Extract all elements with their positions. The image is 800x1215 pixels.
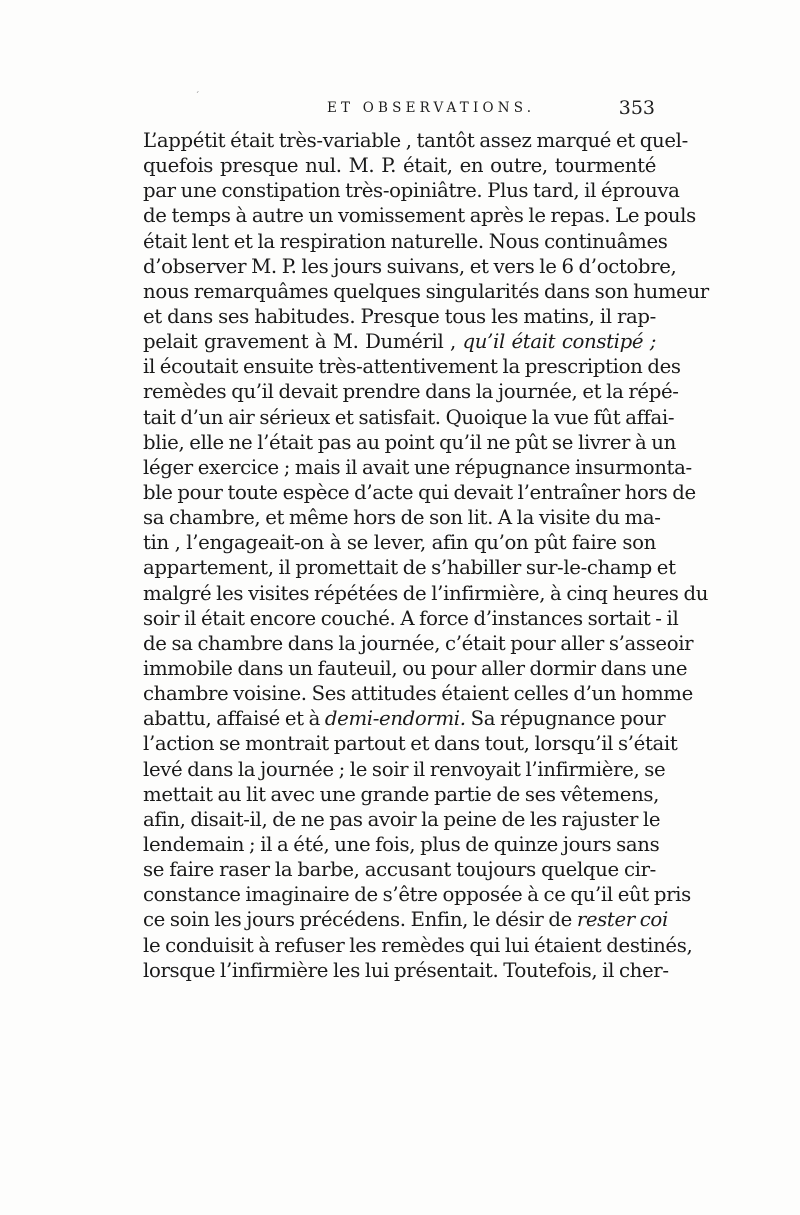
text-line	[143, 455, 692, 480]
text-segment: levé dans la journée ; le soir il renvoyait l’infirmière, se	[143, 757, 666, 781]
text-line	[143, 555, 676, 580]
text-segment: le conduisit à refuser les remèdes qui lui étaient destinés,	[143, 933, 693, 957]
text-line	[143, 128, 688, 153]
text-line	[143, 203, 696, 228]
text-line	[143, 882, 691, 907]
text-line	[143, 178, 680, 203]
text-line	[143, 958, 669, 983]
text-line	[143, 530, 656, 555]
text-segment: chambre voisine. Ses attitudes étaient celles d’un homme	[143, 682, 693, 706]
text-segment: sa chambre, et même hors de son lit. A la visite du ma-	[143, 506, 661, 530]
text-line	[143, 706, 666, 731]
text-line	[143, 405, 675, 430]
text-segment: léger exercice ; mais il avait une répugnance insurmonta-	[143, 455, 692, 479]
italic-phrase: rester coi	[576, 908, 668, 932]
text-segment: constance imaginaire de s’être opposée à ce qu’il eût pris	[143, 883, 691, 907]
text-line	[143, 631, 694, 656]
text-segment: il écoutait ensuite très-attentivement la prescription des	[143, 355, 681, 379]
text-line	[143, 757, 666, 782]
text-segment: lendemain ; il a été, une fois, plus de quinze jours sans	[143, 832, 660, 856]
text-line	[143, 354, 681, 379]
italic-phrase: qu’il était constipé ;	[462, 330, 656, 354]
text-line	[143, 581, 709, 606]
text-line	[143, 933, 693, 958]
running-head	[140, 97, 655, 124]
text-line	[143, 782, 660, 807]
text-line	[143, 254, 677, 279]
text-line	[143, 656, 688, 681]
text-line	[143, 857, 656, 882]
running-head-title: ET OBSERVATIONS.	[327, 100, 536, 116]
text-line	[143, 430, 676, 455]
page-number: 353	[618, 97, 655, 119]
text-line	[143, 907, 668, 932]
text-segment: nous remarquâmes quelques singularités dans son humeur	[143, 279, 709, 303]
text-line	[143, 505, 661, 530]
text-segment: était lent et la respiration naturelle. Nous continuâmes	[143, 229, 668, 253]
text-segment: remèdes qu’il devait prendre dans la journée, et la répé-	[143, 380, 679, 404]
text-segment: blie, elle ne l’était pas au point qu’il ne pût se livrer à un	[143, 430, 676, 454]
text-line	[143, 329, 656, 354]
text-segment: soir il était encore couché. A force d’instances sortait - il	[143, 606, 679, 630]
text-segment: de temps à autre un vomissement après le repas. Le pouls	[143, 204, 696, 228]
text-segment: abattu, affaisé et à	[143, 707, 325, 731]
text-segment: ce soin les jours précédens. Enfin, le désir de	[143, 908, 577, 932]
text-line	[143, 229, 668, 254]
text-segment: par une constipation très-opiniâtre. Plus tard, il éprouva	[143, 179, 680, 203]
text-segment: Sa répugnance pour	[465, 707, 666, 731]
text-line	[143, 606, 679, 631]
text-segment: pelait gravement à M. Duméril ,	[143, 330, 463, 354]
text-segment: tin , l’engageait-on à se lever, afin qu’on pût faire son	[143, 531, 656, 555]
text-segment: d’observer M. P. les jours suivans, et vers le 6 d’octobre,	[143, 254, 677, 278]
body-text	[143, 128, 709, 983]
text-segment: afin, disait-il, de ne pas avoir la peine de les rajuster le	[143, 807, 661, 831]
italic-phrase: demi-endormi.	[324, 707, 466, 731]
text-segment: L’appétit était très-variable , tantôt assez marqué et quel-	[143, 129, 688, 152]
text-line	[143, 731, 678, 756]
text-segment: ble pour toute espèce d’acte qui devait l’entraîner hors de	[143, 480, 696, 504]
text-segment: se faire raser la barbe, accusant toujours quelque cir-	[143, 858, 656, 882]
text-segment: appartement, il promettait de s’habiller sur-le-champ et	[143, 556, 676, 580]
text-segment: quefois presque nul. M. P. était, en outre, tourmenté	[143, 154, 656, 178]
text-segment: de sa chambre dans la journée, c’était pour aller s’asseoir	[143, 631, 694, 655]
text-line	[143, 379, 679, 404]
text-segment: tait d’un air sérieux et satisfait. Quoique la vue fût affai-	[143, 405, 675, 429]
text-line	[143, 807, 661, 832]
text-segment: malgré les visites répétées de l’infirmière, à cinq heures du	[143, 581, 709, 605]
text-segment: et dans ses habitudes. Presque tous les matins, il rap-	[143, 304, 656, 328]
stray-print-mark: ˊ	[195, 92, 200, 102]
text-line	[143, 304, 656, 329]
text-segment: l’action se montrait partout et dans tout, lorsqu’il s’était	[143, 732, 678, 756]
text-segment: lorsque l’infirmière les lui présentait. Toutefois, il cher-	[143, 958, 669, 982]
text-segment: mettait au lit avec une grande partie de ses vêtemens,	[143, 782, 660, 806]
text-line	[143, 153, 656, 178]
text-line	[143, 480, 696, 505]
text-line	[143, 832, 660, 857]
text-segment: immobile dans un fauteuil, ou pour aller dormir dans une	[143, 656, 688, 680]
text-line	[143, 279, 709, 304]
text-line	[143, 681, 693, 706]
